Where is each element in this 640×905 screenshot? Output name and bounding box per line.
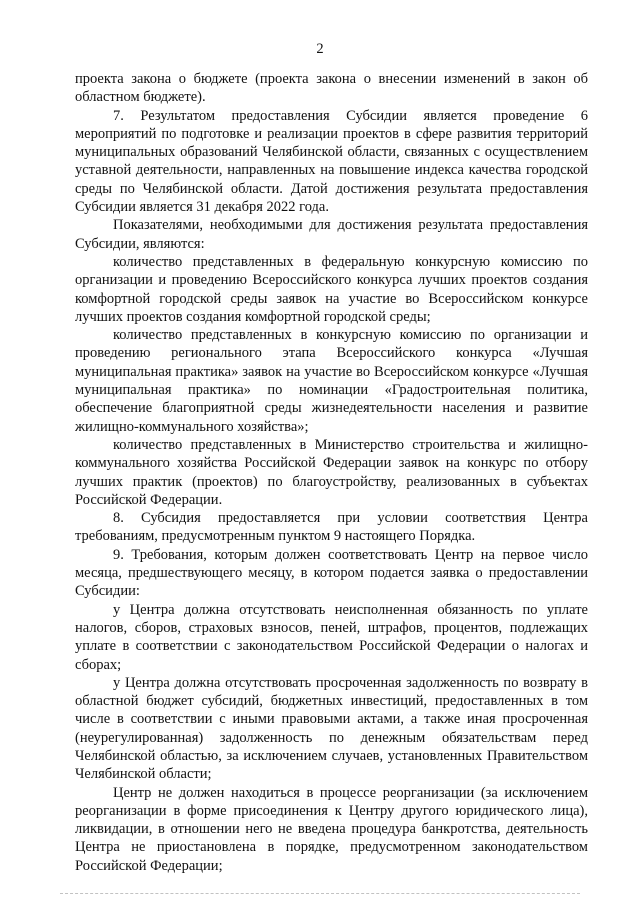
- paragraph: у Центра должна отсутствовать просроченная задолженность по возврату в областной бюджет субсидий, бюджетных инвестиций, предоставленных в том числе в соответствии с иными правовыми актами, а также иная просроченная (неурегулированная) задолженность по денежным обязательствам перед Челябинской областью, за исключением случаев, установленных Правительством Челябинской области;: [75, 674, 588, 783]
- page-number: 2: [316, 41, 324, 57]
- paragraph: Центр не должен находиться в процессе реорганизации (за исключением реорганизации в форме присоединения к Центру другого юридического лица), ликвидации, в отношении него не введена процедура банкротства, деятельность Центра не приостановлена в порядке, предусмотренном законодательством Российской Федерации;: [75, 784, 588, 874]
- paragraph: количество представленных в федеральную конкурсную комиссию по организации и проведению Всероссийского конкурса лучших проектов создания комфортной городской среды заявок на участие во Всероссийском конкурсе лучших проектов создания комфортной городской среды;: [75, 253, 588, 325]
- paragraph: у Центра должна отсутствовать неисполненная обязанность по уплате налогов, сборов, страховых взносов, пеней, штрафов, процентов, подлежащих уплате в соответствии с законодательством Российской Федерации о налогах и сборах;: [75, 601, 588, 673]
- paragraph: 8. Субсидия предоставляется при условии соответствия Центра требованиям, предусмотренным пунктом 9 настоящего Порядка.: [75, 510, 588, 545]
- paragraph: 9. Требования, которым должен соответствовать Центр на первое число месяца, предшествующего месяцу, в котором подается заявка о предоставлении Субсидии:: [75, 546, 588, 600]
- paragraph: количество представленных в Министерство строительства и жилищно-коммунального хозяйства Российской Федерации заявок на конкурс по отбору лучших практик (проектов) по благоустройству, реализованных в субъектах Российской Федерации.: [75, 436, 588, 508]
- paragraph: Показателями, необходимыми для достижения результата предоставления Субсидии, являются:: [75, 217, 588, 252]
- scan-edge-line: [60, 893, 580, 895]
- paragraph: проекта закона о бюджете (проекта закона о внесении изменений в закон об областном бюджете).: [75, 71, 588, 106]
- paragraph: количество представленных в конкурсную комиссию по организации и проведению регионального этапа Всероссийского конкурса «Лучшая муниципальная практика» заявок на участие во Всероссийском конкурсе «Лучшая муниципальная практика» по номинации «Градостроительная политика, обеспечение благоприятной среды жизнедеятельности населения и развитие жилищно-коммунального хозяйства»;: [75, 327, 588, 435]
- document-body: [75, 70, 588, 875]
- paragraph: 7. Результатом предоставления Субсидии является проведение 6 мероприятий по подготовке и реализации проектов в сфере развития территорий муниципальных образований Челябинской области, связанных с осуществлением уставной деятельности, направленных на повышение индекса качества городской среды по Челябинской области. Датой достижения результата предоставления Субсидии является 31 декабря 2022 года.: [75, 107, 588, 216]
